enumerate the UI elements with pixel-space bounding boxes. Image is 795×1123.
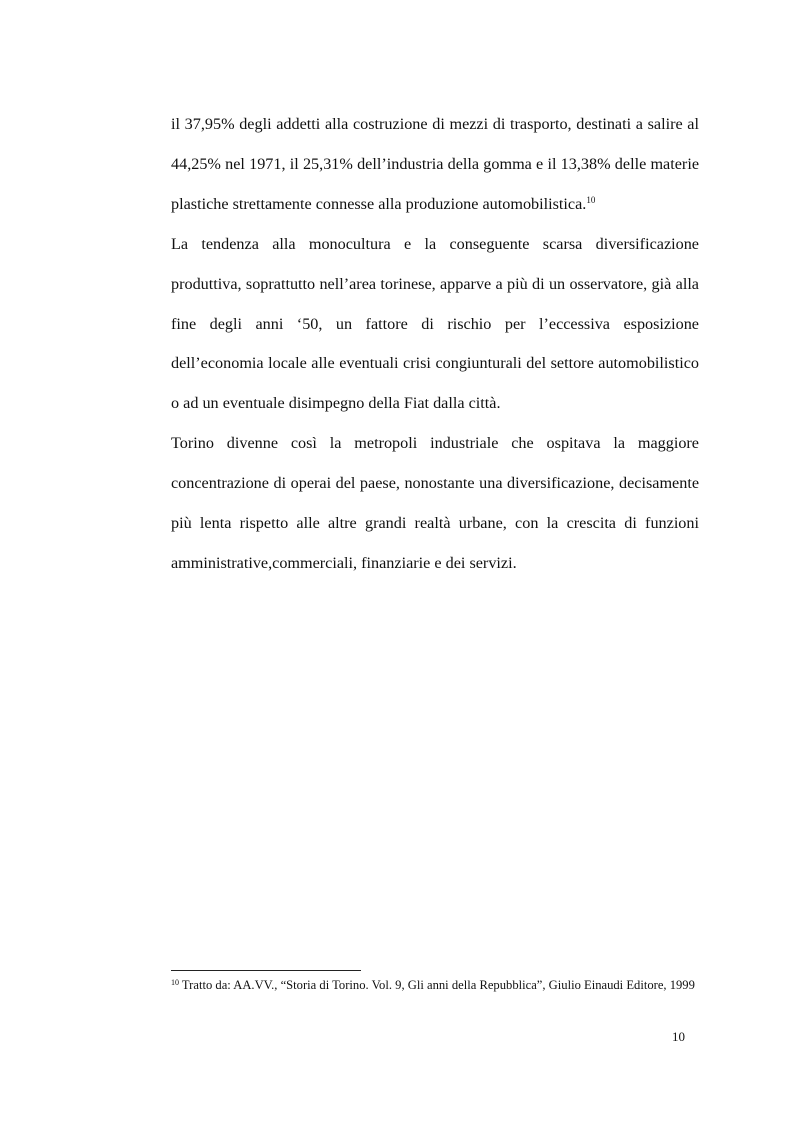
- footnote: [171, 976, 699, 994]
- footnote-divider: [171, 970, 361, 971]
- footnote-number: 10: [171, 978, 179, 987]
- paragraph-2: La tendenza alla monocultura e la conseguente scarsa diversificazione produttiva, soprattutto nell’area torinese, apparve a più di un osservatore, già alla fine degli anni ‘50, un fattore di rischio per l’eccessiva esposizione dell’economia locale alle eventuali crisi congiunturali del settore automobilistico o ad un eventuale disimpegno della Fiat dalla città.: [171, 234, 699, 413]
- footnote-reference: 10: [586, 194, 596, 205]
- paragraph-1: [171, 105, 699, 225]
- paragraph-3: Torino divenne così la metropoli industriale che ospitava la maggiore concentrazione di operai del paese, nonostante una diversificazione, decisamente più lenta rispetto alle altre grandi realtà urbane, con la crescita di funzioni amministrative,commerciali, finanziarie e dei servizi.: [171, 434, 699, 572]
- page-number: 10: [672, 1029, 685, 1044]
- body-text: [171, 105, 699, 584]
- paragraph-1-text: il 37,95% degli addetti alla costruzione di mezzi di trasporto, destinati a salire al 44,25% nel 1971, il 25,31% dell’industria della gomma e il 13,38% delle materie plastiche strettamente connesse alla produzione automobilistica.: [171, 115, 699, 213]
- footnote-text: Tratto da: AA.VV., “Storia di Torino. Vol. 9, Gli anni della Repubblica”, Giulio Einaudi Editore, 1999: [181, 978, 695, 992]
